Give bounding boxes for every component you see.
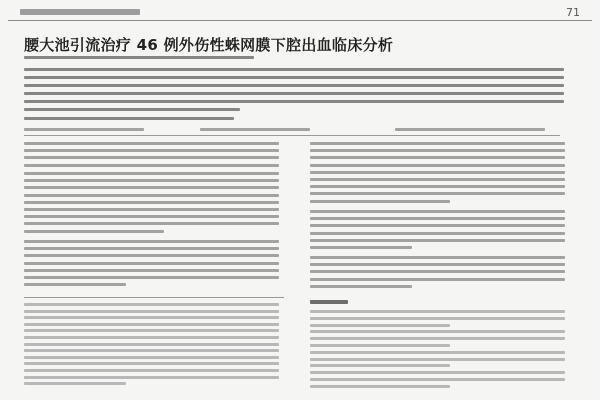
reference-line: [310, 310, 565, 313]
body-line: [24, 262, 279, 265]
body-line: [310, 256, 565, 259]
reference-line: [310, 317, 565, 320]
body-line: [24, 186, 279, 189]
body-line: [310, 217, 565, 220]
reference-line: [310, 364, 450, 367]
reference-line: [310, 378, 565, 381]
body-line: [310, 210, 565, 213]
footnote-line: [24, 316, 279, 319]
body-line: [24, 156, 279, 159]
abstract-line: [24, 84, 564, 87]
body-line: [310, 149, 565, 152]
body-line: [310, 178, 565, 181]
body-line: [24, 179, 279, 182]
page-number: 71: [566, 6, 580, 19]
footnote-line: [24, 329, 279, 332]
body-line: [24, 269, 279, 272]
body-line: [310, 185, 565, 188]
abstract-line: [24, 108, 240, 111]
body-line: [24, 215, 279, 218]
section-divider: [24, 135, 560, 136]
footnote-line: [24, 303, 279, 306]
body-line: [310, 270, 565, 273]
journal-issue-line: [20, 9, 140, 15]
body-line: [310, 278, 565, 281]
body-line: [24, 283, 126, 286]
body-line: [24, 222, 279, 225]
body-line: [310, 246, 412, 249]
body-line: [310, 192, 565, 195]
footnote-line: [24, 323, 279, 326]
body-line: [310, 263, 565, 266]
body-line: [24, 247, 279, 250]
footnote-line: [24, 343, 279, 346]
body-line: [24, 276, 279, 279]
footnote-line: [24, 336, 279, 339]
body-line: [310, 224, 565, 227]
body-line: [24, 230, 164, 233]
body-line: [310, 171, 565, 174]
footnote-line: [24, 376, 279, 379]
reference-line: [310, 385, 450, 388]
reference-line: [310, 358, 565, 361]
footnote-line: [24, 356, 279, 359]
footnote-line: [24, 382, 126, 385]
body-line: [310, 239, 565, 242]
body-line: [24, 149, 279, 152]
reference-line: [310, 351, 565, 354]
body-line: [310, 156, 565, 159]
body-line: [310, 200, 450, 203]
body-line: [310, 164, 565, 167]
reference-line: [310, 337, 565, 340]
body-line: [24, 142, 279, 145]
abstract-line: [24, 68, 564, 71]
body-line: [24, 240, 279, 243]
abstract-line: [24, 100, 564, 103]
footnote-line: [24, 349, 279, 352]
reference-line: [310, 330, 565, 333]
reference-line: [310, 371, 565, 374]
abstract-line: [24, 76, 564, 79]
footnote-line: [24, 362, 279, 365]
body-line: [310, 232, 565, 235]
reference-line: [310, 344, 450, 347]
body-line: [310, 285, 412, 288]
body-line: [24, 194, 279, 197]
footnote-line: [24, 369, 279, 372]
body-line: [310, 142, 565, 145]
body-line: [24, 164, 279, 167]
body-line: [24, 254, 279, 257]
footnote-divider: [24, 297, 284, 298]
footnote-line: [24, 310, 279, 313]
reference-line: [310, 324, 450, 327]
header-rule: [8, 20, 592, 21]
body-line: [24, 172, 279, 175]
abstract-line: [24, 92, 564, 95]
article-title: 腰大池引流治疗 46 例外伤性蛛网膜下腔出血临床分析: [24, 36, 394, 54]
body-line: [24, 208, 279, 211]
body-line: [24, 201, 279, 204]
